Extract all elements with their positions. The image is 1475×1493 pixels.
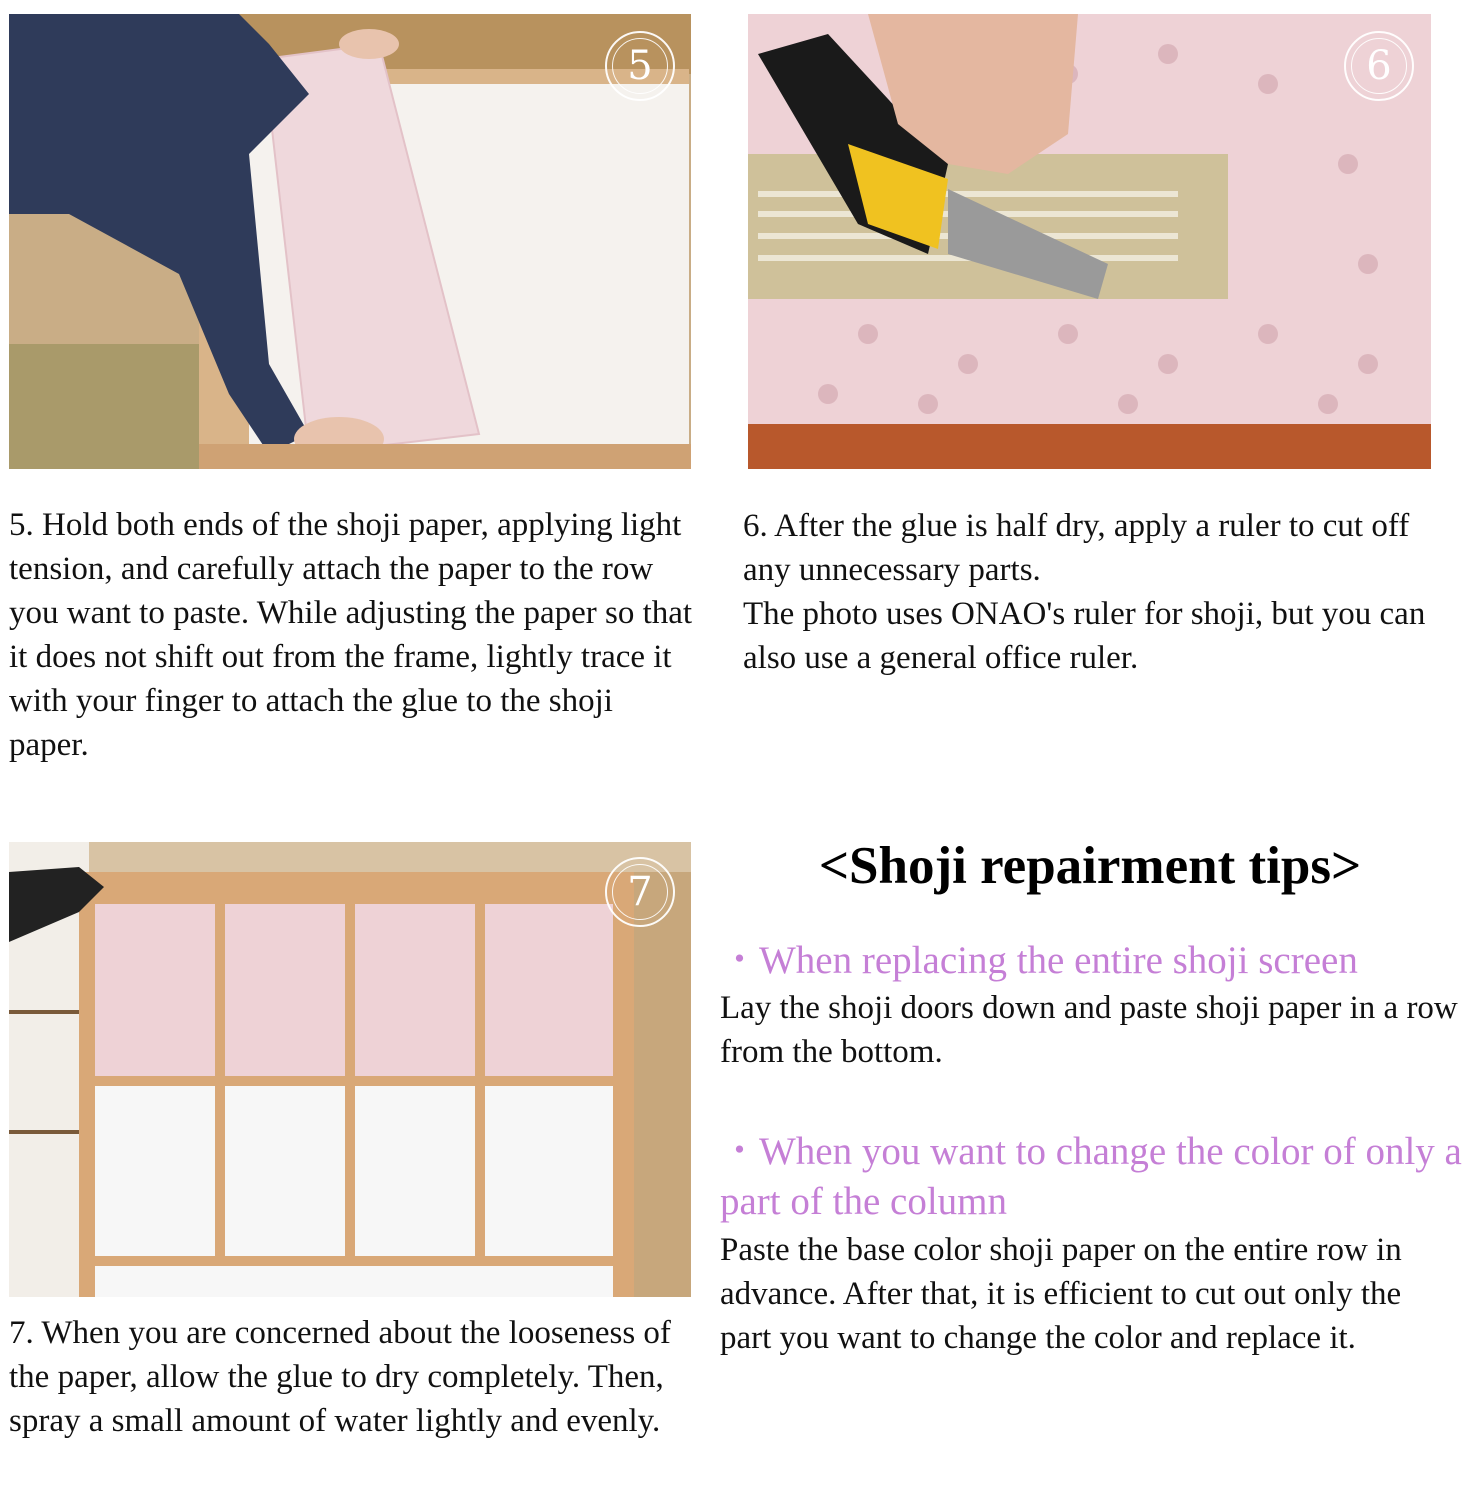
step-7-text: 7. When you are concerned about the looseness of the paper, allow the glue to dry completely. Then, spray a small amount of water lightly and evenly. [9, 1315, 671, 1439]
step-7-number: 7 [627, 869, 653, 915]
tip-1-body: Lay the shoji doors down and paste shoji paper in a row from the bottom. [720, 990, 1458, 1070]
step-5-illustration [9, 14, 691, 469]
step-7-photo [9, 842, 691, 1297]
step-6-photo [748, 14, 1431, 469]
step-6-caption [743, 504, 1443, 680]
step-7-number-badge [605, 857, 675, 927]
step-5-caption [9, 503, 699, 767]
step-6-number: 6 [1366, 43, 1392, 89]
step-6-illustration [748, 14, 1431, 469]
step-7-illustration [9, 842, 691, 1297]
tip-2-body: Paste the base color shoji paper on the entire row in advance. After that, it is efficient to cut out only the part you want to change the color and replace it. [720, 1232, 1402, 1356]
step-6-text: 6. After the glue is half dry, apply a ruler to cut off any unnecessary parts. [743, 508, 1410, 588]
step-5-number: 5 [627, 43, 653, 89]
step-5-photo [9, 14, 691, 469]
tip-2-heading: ・When you want to change the color of only a part of the column [720, 1130, 1462, 1223]
step-7-caption [9, 1311, 689, 1443]
tips-title: <Shoji repairment tips> [818, 837, 1362, 895]
step-5-number-badge [605, 31, 675, 101]
tip-1-heading: ・When replacing the entire shoji screen [720, 939, 1358, 982]
step-5-text: 5. Hold both ends of the shoji paper, applying light tension, and carefully attach the paper to the row you want to paste. While adjusting the paper so that it does not shift out from the frame, lightly trace it with your finger to attach the glue to the shoji paper. [9, 507, 693, 763]
step-6-text-2: The photo uses ONAO's ruler for shoji, but you can also use a general office ruler. [743, 596, 1426, 676]
step-6-number-badge [1344, 31, 1414, 101]
